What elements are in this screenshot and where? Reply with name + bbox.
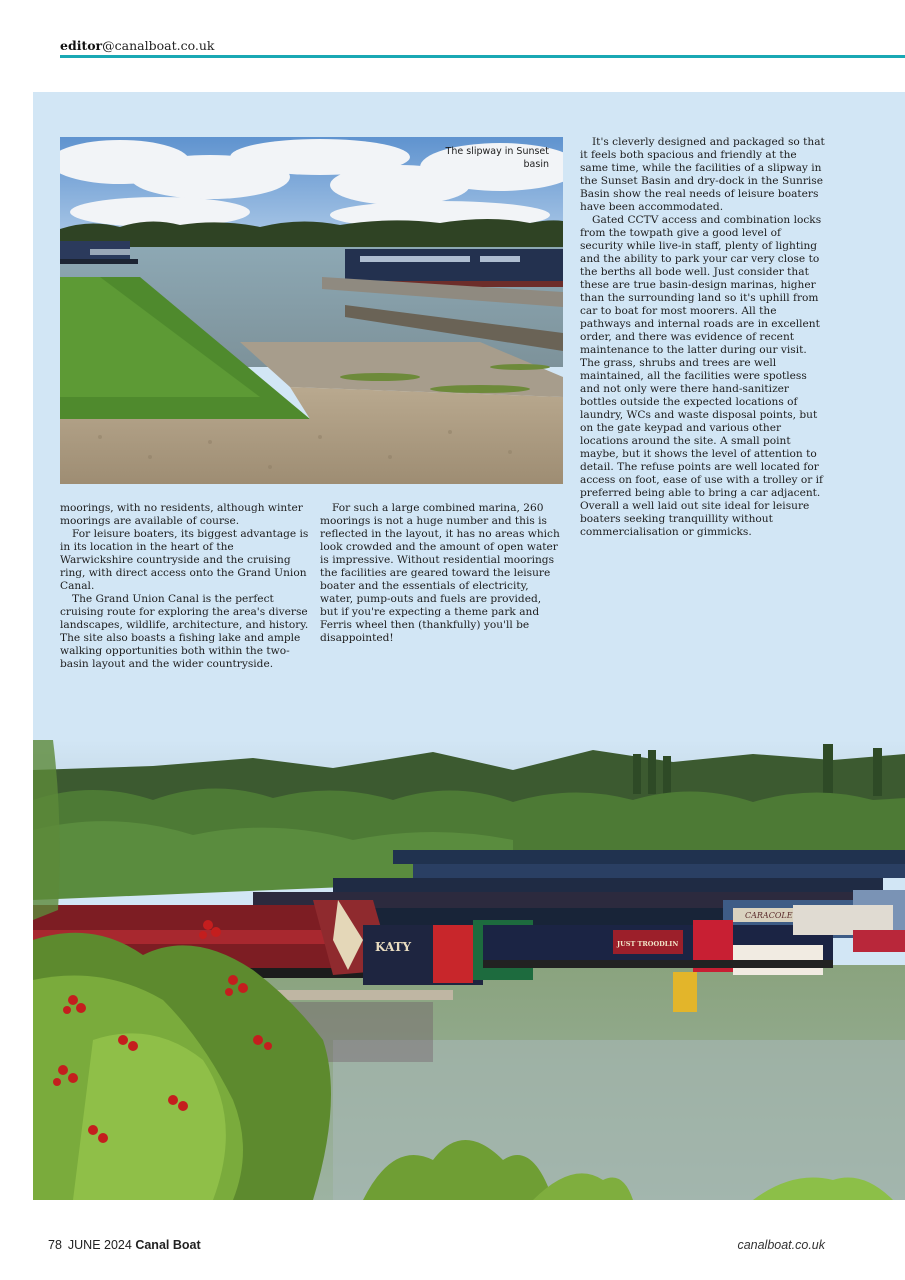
slipway-photo-illustration: [60, 137, 563, 484]
paragraph: For such a large combined marina, 260 moorings is not a huge number and this is reflected in the layout, it has no areas which look crowded and the amount of open water is impressive. Without residential moorings the facilities are geared toward the leisure boater and the essentials of electricity, water, pump-outs and fuels are provided, but if you're expecting a theme park and Ferris wheel then (thankfully) you'll be disappointed!: [320, 502, 560, 644]
photo-caption: The slipway in Sunset basin: [445, 146, 549, 170]
page-number: 78: [48, 1238, 62, 1252]
paragraph: It's cleverly designed and packaged so that it feels both spacious and friendly at the same time, while the facilities of a slipway in the Sunset Basin and dry-dock in the Sunrise Basin show the real needs of leisure boaters have been accommodated.: [580, 136, 825, 213]
paragraph: Gated CCTV access and combination locks from the towpath give a good level of security while live-in staff, plenty of lighting and the ability to park your car very close to the berths all bode well. Just consider that these are true basin-design marinas, higher than the surrounding land so it's uphill from car to boat for most moorers. All the pathways and internal roads are in excellent order, and there was evidence of recent maintenance to the latter during our visit. The grass, shrubs and trees are well maintained, all the facilities were spotless and not only were there hand-sanitizer bottles outside the expected locations of laundry, WCs and waste disposal points, but on the gate keypad and various other locations around the site. A small point maybe, but it shows the level of attention to detail. The refuse points are well located for access on foot, ease of use with a trolley or if preferred being able to bring a car adjacent. Overall a well laid out site ideal for leisure boaters seeking tranquillity without commercialisation or gimmicks.: [580, 214, 823, 538]
footer-website[interactable]: canalboat.co.uk: [737, 1238, 825, 1252]
marina-photo-illustration: [33, 740, 905, 1200]
header-rule: [60, 55, 905, 58]
paragraph: For leisure boaters, its biggest advantage is in its location in the heart of the Warwickshire countryside and the cruising ring, with direct access onto the Grand Union Canal.: [60, 528, 309, 592]
marina-photo: [33, 740, 905, 1200]
column-3: [580, 136, 825, 539]
slipway-photo: [60, 137, 563, 484]
boat-name-caracole: CARACOLE: [745, 911, 793, 920]
issue-date: JUNE 2024: [67, 1238, 132, 1252]
email-user: editor: [60, 38, 103, 53]
column-2: [320, 502, 560, 645]
magazine-name: Canal Boat: [135, 1238, 201, 1252]
paragraph: The Grand Union Canal is the perfect cruising route for exploring the area's diverse landscapes, wildlife, architecture, and history. The site also boasts a fishing lake and ample walking opportunities both within the two-basin layout and the wider countryside.: [60, 593, 309, 670]
boat-name-just-troodlin: JUST TROODLIN: [617, 940, 679, 948]
header-email[interactable]: [60, 38, 214, 53]
column-1: [60, 502, 310, 671]
boat-name-katy: KATY: [375, 940, 412, 954]
email-domain: @canalboat.co.uk: [102, 38, 215, 53]
paragraph: moorings, with no residents, although winter moorings are available of course.: [60, 502, 303, 527]
footer-folio: [48, 1238, 201, 1252]
